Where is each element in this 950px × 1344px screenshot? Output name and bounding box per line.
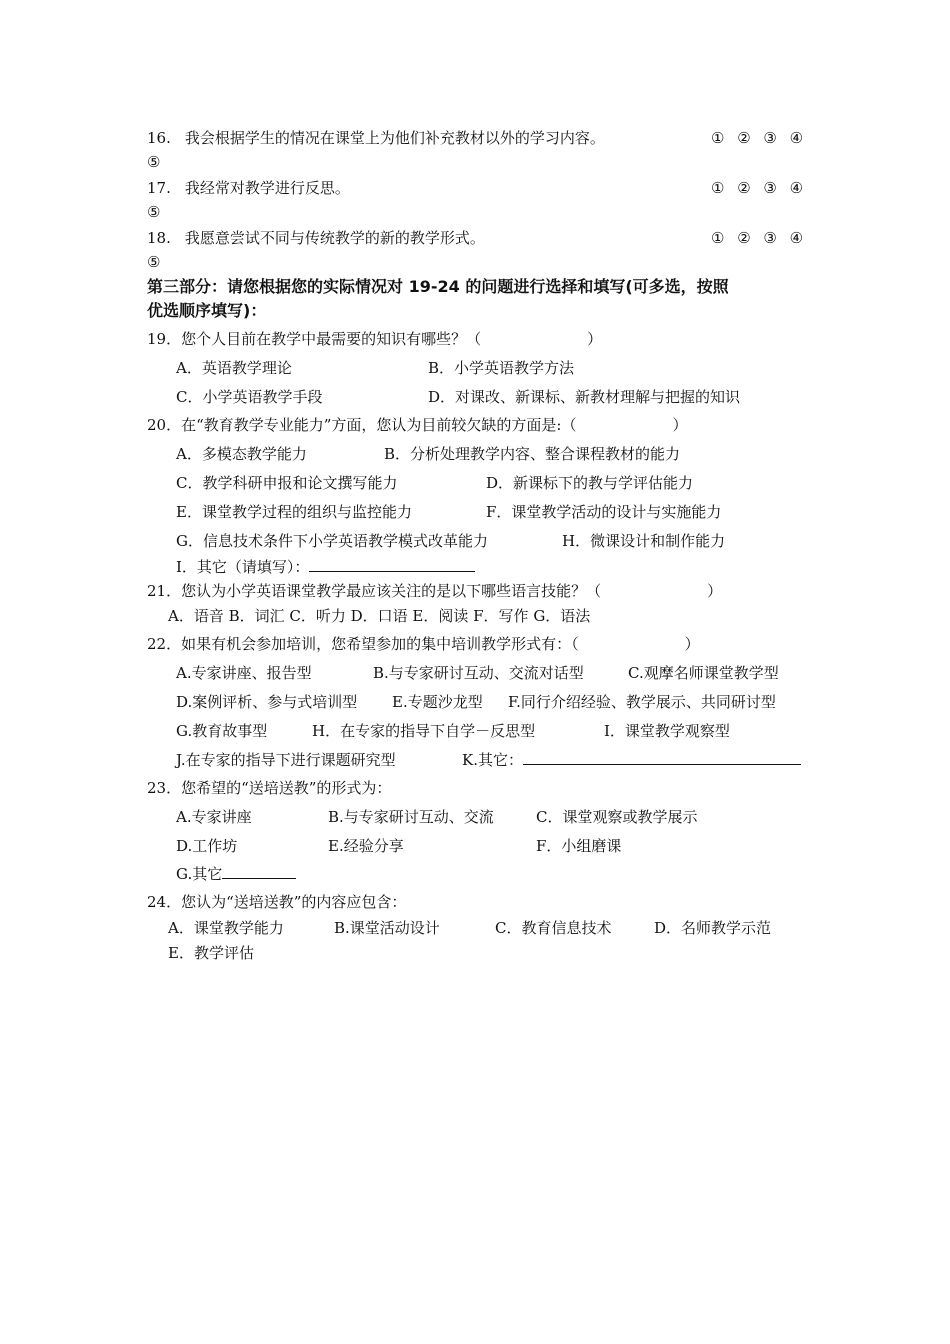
q24-option-c: C．教育信息技术	[495, 919, 612, 937]
q19-option-b: B．小学英语教学方法	[428, 359, 575, 377]
q22-option-g: G.教育故事型	[176, 722, 268, 740]
q23-option-b: B.与专家研讨互动、交流	[328, 808, 494, 826]
q22-other-blank[interactable]	[523, 750, 801, 765]
q20-option-i: I．其它（请填写）：	[176, 557, 475, 577]
q20-option-b: B．分析处理教学内容、整合课程教材的能力	[384, 445, 681, 463]
q22-option-f: F.同行介绍经验、教学展示、共同研讨型	[508, 693, 776, 711]
item-16-scale-wrap: ⑤	[147, 153, 161, 171]
item-17-text: 17. 我经常对教学进行反思。	[147, 179, 350, 197]
q20-option-c: C．教学科研申报和论文撰写能力	[176, 474, 398, 492]
q23-option-d: D.工作坊	[176, 837, 238, 855]
q21-stem: 21．您认为小学英语课堂教学最应该关注的是以下哪些语言技能？（ ）	[147, 582, 723, 600]
q22-option-b: B.与专家研讨互动、交流对话型	[373, 664, 584, 682]
q22-option-e: E.专题沙龙型	[392, 693, 483, 711]
q23-stem: 23．您希望的“送培送教”的形式为：	[147, 779, 392, 797]
q20-other-blank[interactable]	[309, 557, 475, 572]
q23-option-c: C．课堂观察或教学展示	[536, 808, 698, 826]
q22-stem: 22．如果有机会参加培训，您希望参加的集中培训教学形式有：（ ）	[147, 635, 700, 653]
q20-option-e: E．课堂教学过程的组织与监控能力	[176, 503, 412, 521]
item-17-scale: ① ② ③ ④	[711, 179, 808, 197]
q22-option-k: K.其它：	[462, 750, 801, 770]
q22-option-h: H．在专家的指导下自学－反思型	[312, 722, 536, 740]
q23-other-blank[interactable]	[222, 864, 296, 879]
q23-option-f: F．小组磨课	[536, 837, 622, 855]
item-17-scale-wrap: ⑤	[147, 203, 161, 221]
q19-option-d: D．对课改、新课标、新教材理解与把握的知识	[428, 388, 741, 406]
q23-option-g: G.其它	[176, 864, 296, 884]
q24-option-a: A．课堂教学能力	[168, 919, 284, 937]
q19-option-c: C．小学英语教学手段	[176, 388, 323, 406]
item-18-text: 18. 我愿意尝试不同与传统教学的新的教学形式。	[147, 229, 485, 247]
q20-option-d: D．新课标下的教与学评估能力	[486, 474, 694, 492]
q23-option-a: A.专家讲座	[176, 808, 252, 826]
q19-option-a: A．英语教学理论	[176, 359, 292, 377]
section3-heading-line1: 第三部分：请您根据您的实际情况对 19-24 的问题进行选择和填写(可多选，按照	[147, 277, 729, 296]
q19-stem: 19．您个人目前在教学中最需要的知识有哪些？（ ）	[147, 330, 603, 348]
q24-option-d: D．名师教学示范	[654, 919, 772, 937]
q20-option-g: G．信息技术条件下小学英语教学模式改革能力	[176, 532, 488, 550]
item-18-scale-wrap: ⑤	[147, 253, 161, 271]
q20-option-f: F．课堂教学活动的设计与实施能力	[486, 503, 722, 521]
q22-option-a: A.专家讲座、报告型	[176, 664, 312, 682]
q23-option-e: E.经验分享	[328, 837, 404, 855]
q22-option-j: J.在专家的指导下进行课题研究型	[176, 751, 396, 769]
item-16-text: 16. 我会根据学生的情况在课堂上为他们补充教材以外的学习内容。	[147, 129, 605, 147]
q24-option-e: E．教学评估	[168, 944, 254, 962]
q24-stem: 24．您认为“送培送教”的内容应包含：	[147, 893, 407, 911]
section3-heading-line2: 优选顺序填写)：	[147, 301, 267, 320]
q22-option-d: D.案例评析、参与式培训型	[176, 693, 358, 711]
q21-options: A．语音 B．词汇 C．听力 D．口语 E．阅读 F．写作 G．语法	[168, 607, 591, 625]
q20-stem: 20．在“教育教学专业能力”方面，您认为目前较欠缺的方面是:（ ）	[147, 416, 688, 434]
q22-option-c: C.观摩名师课堂教学型	[628, 664, 779, 682]
item-16-scale: ① ② ③ ④	[711, 129, 808, 147]
q20-option-a: A．多模态教学能力	[176, 445, 307, 463]
q20-option-h: H．微课设计和制作能力	[562, 532, 726, 550]
q22-option-i: I．课堂教学观察型	[604, 722, 730, 740]
q24-option-b: B.课堂活动设计	[334, 919, 440, 937]
item-18-scale: ① ② ③ ④	[711, 229, 808, 247]
